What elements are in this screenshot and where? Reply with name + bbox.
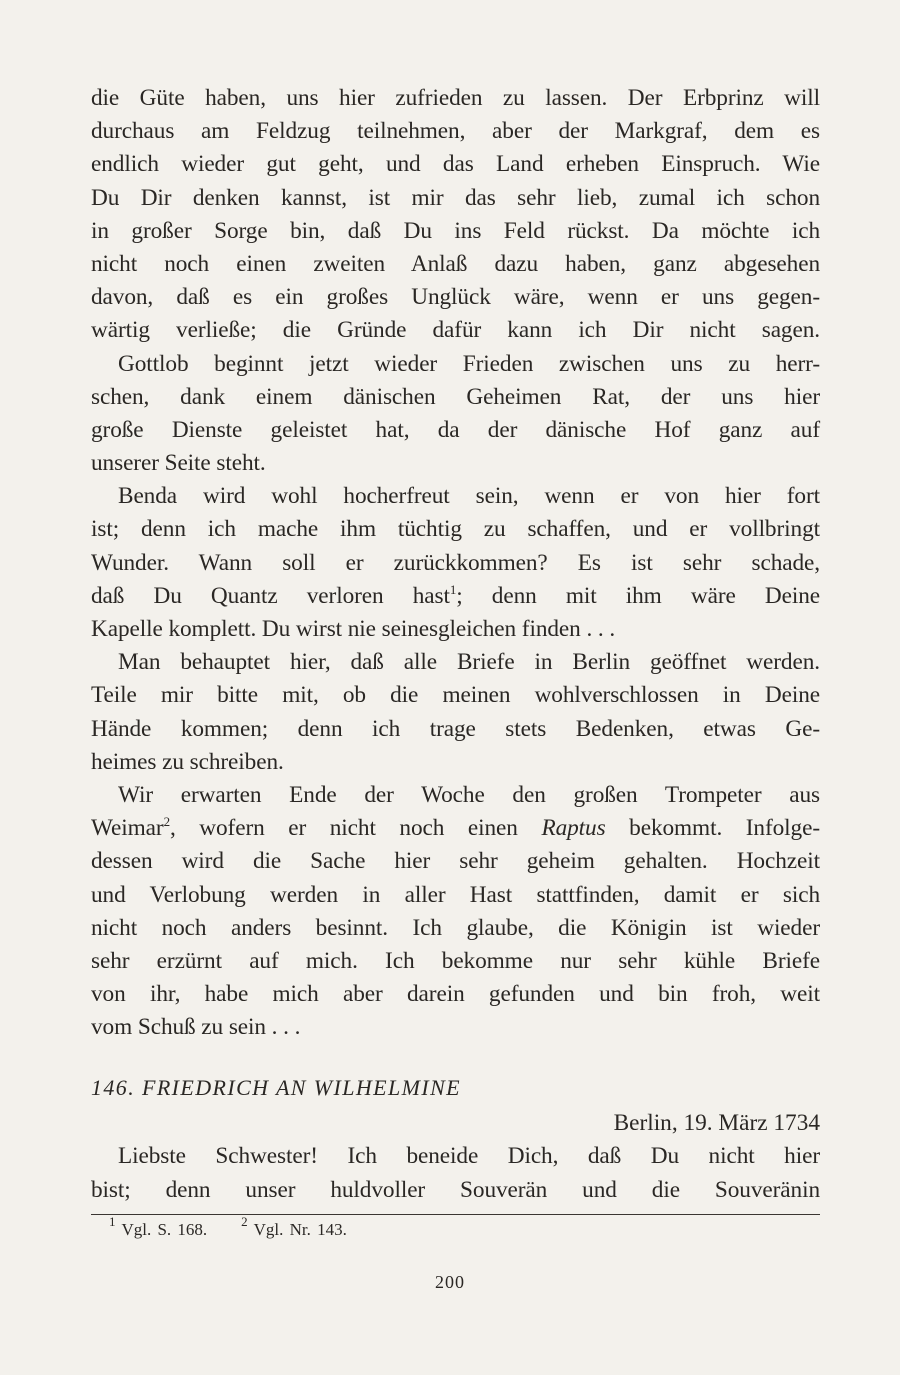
text-line — [91, 812, 820, 845]
footnote-text: Vgl. S. 168. — [121, 1219, 208, 1239]
footnote-mark: 2 — [241, 1213, 248, 1229]
text-line: Hände kommen; denn ich trage stets Bedenken, etwas Ge- — [91, 715, 820, 742]
text-line: heimes zu schreiben. — [91, 748, 284, 775]
text-line: bist; denn unser huldvoller Souverän und die Souveränin — [91, 1176, 820, 1203]
text-line: davon, daß es ein großes Unglück wäre, wenn er uns gegen- — [91, 284, 820, 311]
text-segment: daß Du Quantz verloren hast — [91, 582, 450, 609]
text-line: dessen wird die Sache hier sehr geheim gehalten. Hochzeit — [91, 848, 820, 875]
text-line: von ihr, habe mich aber darein gefunden und bin froh, weit — [91, 981, 820, 1008]
text-segment: ; denn mit ihm wäre Deine — [456, 582, 821, 609]
footnotes — [91, 1215, 820, 1245]
letter-heading: 146. FRIEDRICH AN WILHELMINE — [91, 1075, 461, 1101]
footnote-2 — [241, 1213, 347, 1239]
text-line: Du Dir denken kannst, ist mir das sehr lieb, zumal ich schon — [91, 184, 820, 211]
text-line: unserer Seite steht. — [91, 450, 266, 477]
text-segment: , wofern er nicht noch einen — [169, 815, 542, 842]
text-line: schen, dank einem dänischen Geheimen Rat, der uns hier — [91, 383, 820, 410]
book-page — [91, 82, 820, 1245]
text-line: endlich wieder gut geht, und das Land erheben Einspruch. Wie — [91, 151, 820, 178]
text-line: wärtig verließe; die Gründe dafür kann ich Dir nicht sagen. — [91, 317, 820, 344]
paragraph-4 — [91, 646, 820, 779]
footnote-1 — [109, 1213, 208, 1239]
text-line: und Verlobung werden in aller Hast stattfinden, damit er sich — [91, 881, 820, 908]
footnote-text: Vgl. Nr. 143. — [253, 1219, 347, 1239]
text-line: nicht noch einen zweiten Anlaß dazu haben, ganz abgesehen — [91, 250, 820, 277]
text-segment: Weimar — [91, 815, 164, 842]
text-line: Wunder. Wann soll er zurückkommen? Es ist sehr schade, — [91, 549, 820, 576]
paragraph-5 — [91, 779, 820, 1045]
footnote-mark: 1 — [109, 1213, 116, 1229]
paragraph-3 — [91, 480, 820, 646]
text-line: durchaus am Feldzug teilnehmen, aber der Markgraf, dem es — [91, 118, 820, 145]
page-number: 200 — [435, 1272, 465, 1292]
footnote-ref-1[interactable]: 1 — [449, 581, 457, 597]
text-line: in großer Sorge bin, daß Du ins Feld rückst. Da möchte ich — [91, 217, 820, 244]
text-line: Gottlob beginnt jetzt wieder Frieden zwischen uns zu herr- — [118, 350, 820, 377]
text-line: die Güte haben, uns hier zufrieden zu lassen. Der Erbprinz will — [91, 85, 820, 111]
text-line: Liebste Schwester! Ich beneide Dich, daß Du nicht hier — [118, 1143, 820, 1170]
paragraph-2 — [91, 348, 820, 481]
text-line: Man behauptet hier, daß alle Briefe in Berlin geöffnet werden. — [118, 649, 820, 676]
paragraph-1 — [91, 82, 820, 348]
text-line: sehr erzürnt auf mich. Ich bekomme nur sehr kühle Briefe — [91, 947, 820, 974]
footnote-ref-2[interactable]: 2 — [163, 814, 170, 830]
text-line: Kapelle komplett. Du wirst nie seinesgleichen finden . . . — [91, 616, 616, 642]
letter-body — [91, 1140, 820, 1206]
text-line: ist; denn ich mache ihm tüchtig zu schaffen, und er vollbringt — [91, 516, 820, 543]
text-line: Wir erwarten Ende der Woche den großen Trompeter aus — [118, 781, 820, 808]
text-line: vom Schuß zu sein . . . — [91, 1014, 301, 1041]
text-line: nicht noch anders besinnt. Ich glaube, die Königin ist wieder — [91, 914, 820, 941]
text-line: große Dienste geleistet hat, da der dänische Hof ganz auf — [91, 416, 820, 443]
italic-word: Raptus — [541, 815, 606, 842]
letter-dateline: Berlin, 19. März 1734 — [613, 1110, 820, 1137]
text-segment: bekommt. Infolge- — [605, 815, 820, 842]
text-line: Benda wird wohl hocherfreut sein, wenn er von hier fort — [118, 483, 820, 510]
text-line — [91, 580, 820, 613]
text-line: Teile mir bitte mit, ob die meinen wohlverschlossen in Deine — [91, 682, 820, 709]
